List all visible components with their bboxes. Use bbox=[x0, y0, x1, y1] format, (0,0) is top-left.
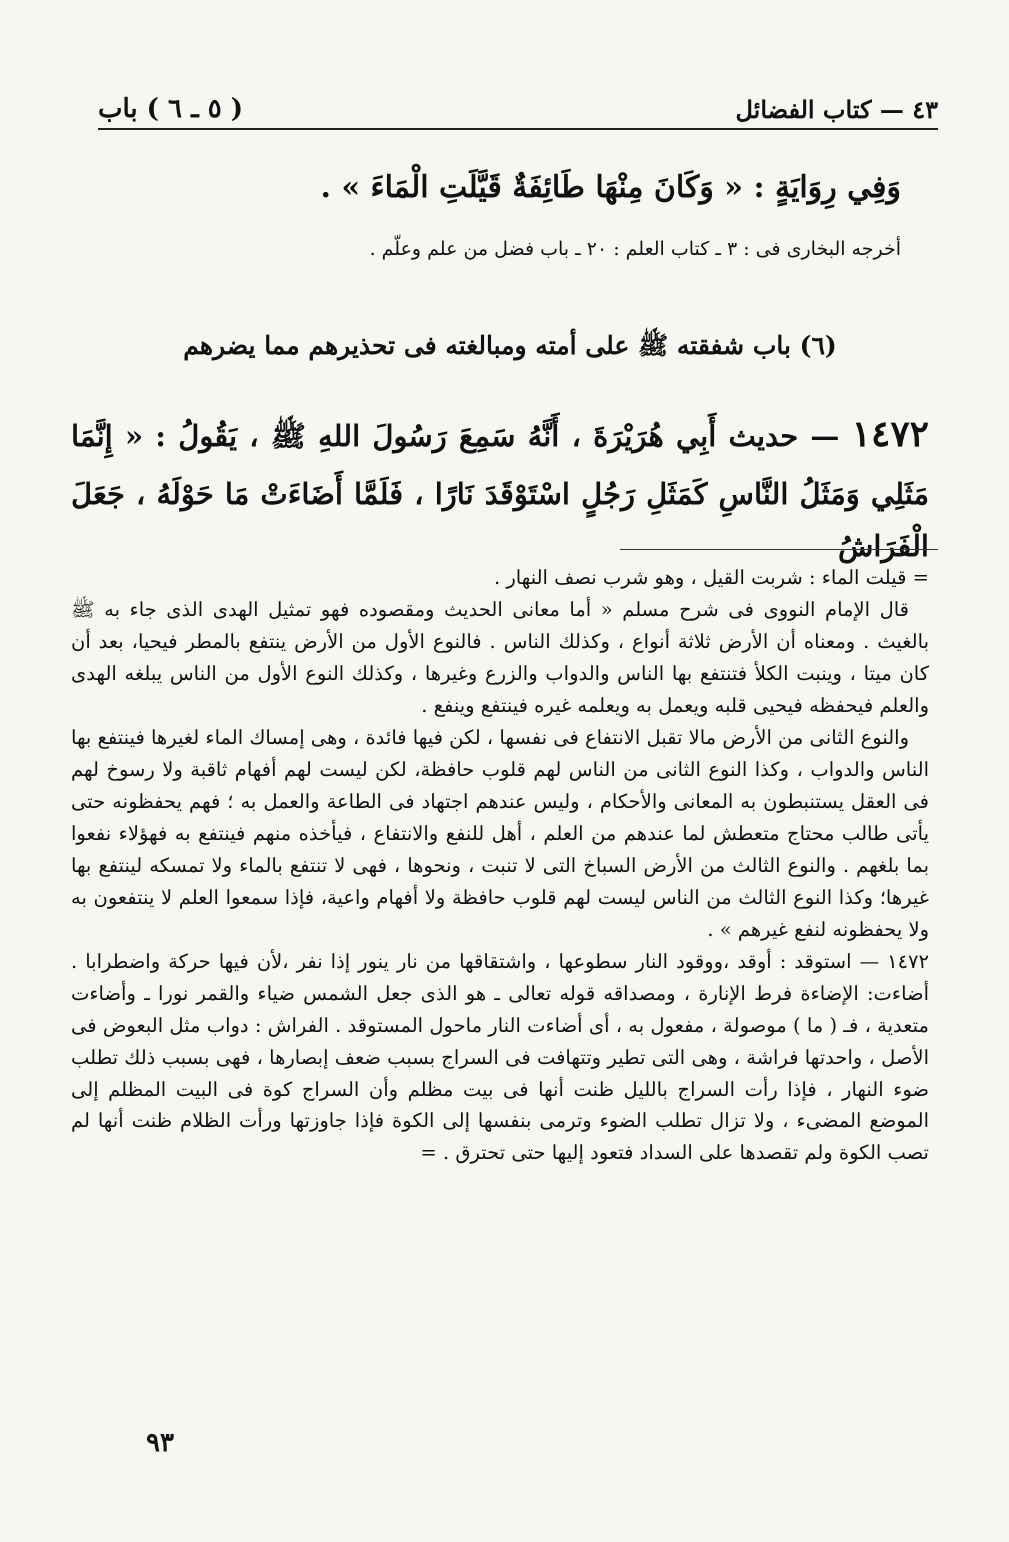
riwaya-line: وَفِي رِوَايَةٍ : « وَكَانَ مِنْهَا طَائِفَةٌ قَيَّلَتِ الْمَاءَ » . bbox=[320, 170, 901, 205]
hadith-number: ١٤٧٢ bbox=[851, 413, 929, 455]
running-header bbox=[98, 78, 938, 130]
book-title: ٤٣ — كتاب الفضائل bbox=[735, 95, 938, 124]
page-number: ٩٣ bbox=[146, 1428, 174, 1458]
footnote-line: = قيلت الماء : شربت القيل ، وهو شرب نصف النهار . bbox=[493, 566, 929, 589]
bab-reference: ( ٥ ـ ٦ ) باب bbox=[98, 94, 244, 124]
footnote-paragraph: قال الإمام النووى فى شرح مسلم « أما معانى الحديث ومقصوده فهو تمثيل الهدى الذى جاء به ﷺ بالغيث . ومعناه أن الأرض ثلاثة أنواع ، وكذلك الناس . فالنوع الأول من الأرض ينتفع بالمطر فيحيا، بعد أن كان ميتا ، وينبت الكلأ فتنتفع بها الناس والدواب والزرع وغيرها ، وكذلك النوع الأول من الناس يبلغه الهدى والعلم فيحفظه فيحيى قلبه ويعمل به ويعلمه غيره فينتفع وينفع . bbox=[71, 597, 929, 717]
hadith-text bbox=[71, 402, 929, 573]
takhrij-line: أخرجه البخارى فى : ٣ ـ كتاب العلم : ٢٠ ـ باب فضل من علم وعلّم . bbox=[369, 238, 901, 260]
chapter-title: (٦) باب شفقته ﷺ على أمته ومبالغته فى تحذيرهم مما يضرهم bbox=[183, 331, 837, 360]
footnote-separator bbox=[620, 549, 938, 550]
footnotes bbox=[71, 562, 929, 1169]
footnote-paragraph: ١٤٧٢ — استوقد : أوقد ،ووقود النار سطوعها ، واشتقاقها من نار ينور إذا نفر ،لأن فيها حركة واضطرابا . أضاءت: الإضاءة فرط الإنارة ، ومصداقه قوله تعالى ـ هو الذى جعل الشمس ضياء والقمر نورا ـ وأضاءت متعدية ، فـ ( ما ) موصولة ، مفعول به ، أى أضاءت النار ماحول المستوقد . الفراش : دواب مثل البعوض فى الأصل ، واحدتها فراشة ، وهى التى تطير وتتهافت فى السراج بسبب ضعف إبصارها ، فهى بسبب ذلك تطلب ضوء النهار ، فإذا رأت السراج بالليل ظنت أنها فى بيت مظلم وأن السراج كوة فى البيت المظلم إلى الموضع المضىء ، ولا تزال تطلب الضوء وترمى بنفسها إلى الكوة فإذا جاوزتها ورأت الظلام ظنت أنها لم تصب الكوة ولم تقصدها على السداد فتعود إليها حتى تحترق . = bbox=[71, 949, 929, 1165]
footnote-paragraph: والنوع الثانى من الأرض مالا تقبل الانتفاع فى نفسها ، لكن فيها فائدة ، وهى إمساك الماء لغيرها فينتفع بها الناس والدواب ، وكذا النوع الثانى من الناس لهم قلوب حافظة، لكن ليست لهم أفهام ثاقبة ولا رسوخ لهم فى العقل يستنبطون به المعانى والأحكام ، وليس عندهم اجتهاد فى الطاعة والعمل به ؛ فهم يحفظونه حتى يأتى طالب محتاج متعطش لما عندهم من العلم ، أهل للنفع والانتفاع ، فيأخذه منهم فينتفع به فهؤلاء نفعوا بما بلغهم . والنوع الثالث من الأرض السباخ التى لا تنبت ، ونحوها ، فهى لا تنتفع بالماء ولا تمسكه لينتفع بها غيرها؛ وكذا النوع الثالث من الناس ليست لهم قلوب حافظة ولا أفهام واعية، فإذا سمعوا العلم لا ينتفعون به ولا يحفظونه لنفع غيرهم » . bbox=[71, 725, 929, 941]
hadith-body: — حديث أَبِي هُرَيْرَةَ ، أَنَّهُ سَمِعَ رَسُولَ اللهِ ﷺ ، يَقُولُ : « إِنَّمَا مَثَلِي وَمَثَلُ النَّاسِ كَمَثَلِ رَجُلٍ اسْتَوْقَدَ نَارًا ، فَلَمَّا أَضَاءَتْ مَا حَوْلَهُ ، جَعَلَ الْفَرَاشُ bbox=[71, 419, 929, 564]
